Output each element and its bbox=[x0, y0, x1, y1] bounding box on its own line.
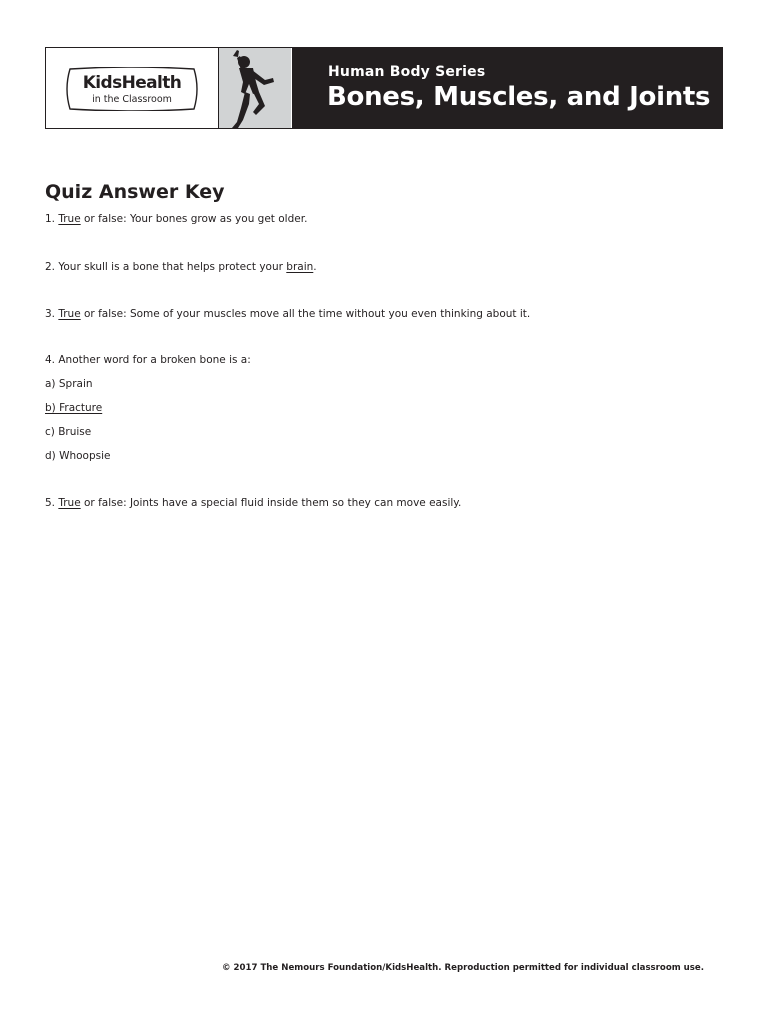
q2-end: . bbox=[313, 261, 317, 273]
q4-option-c: c) Bruise bbox=[45, 426, 92, 438]
kidshealth-logo bbox=[64, 67, 200, 111]
header-banner bbox=[45, 47, 723, 129]
q4-option-a: a) Sprain bbox=[45, 378, 93, 390]
q5-number: 5. bbox=[45, 497, 59, 509]
q4-option-b-answer: b) Fracture bbox=[45, 402, 103, 414]
q1-text: or false: Your bones grow as you get older. bbox=[80, 213, 308, 225]
q5-answer: True bbox=[58, 497, 81, 509]
page-title: Bones, Muscles, and Joints bbox=[327, 82, 711, 112]
question-5 bbox=[45, 497, 461, 509]
logo-panel bbox=[46, 48, 219, 128]
q4-option-d: d) Whoopsie bbox=[45, 450, 111, 462]
question-2 bbox=[45, 261, 317, 273]
question-4: 4. Another word for a broken bone is a: bbox=[45, 354, 251, 366]
q1-answer: True bbox=[58, 213, 81, 225]
q3-number: 3. bbox=[45, 308, 59, 320]
logo-sub-text: in the Classroom bbox=[92, 94, 172, 105]
q5-text: or false: Joints have a special fluid inside them so they can move easily. bbox=[80, 497, 462, 509]
q2-answer: brain bbox=[286, 261, 314, 273]
q2-text: 2. Your skull is a bone that helps protect your bbox=[45, 261, 287, 273]
q3-answer: True bbox=[58, 308, 81, 320]
q1-number: 1. bbox=[45, 213, 59, 225]
title-panel bbox=[292, 48, 722, 128]
kid-silhouette-icon bbox=[219, 48, 291, 128]
question-3 bbox=[45, 308, 530, 320]
logo-main-text: KidsHealth bbox=[82, 73, 182, 93]
quiz-heading: Quiz Answer Key bbox=[45, 181, 225, 203]
series-label: Human Body Series bbox=[328, 64, 486, 80]
jumping-kid-illustration bbox=[219, 48, 291, 128]
question-1 bbox=[45, 213, 307, 225]
copyright-footer: © 2017 The Nemours Foundation/KidsHealth. Reproduction permitted for individual classroom use. bbox=[221, 963, 704, 973]
q3-text: or false: Some of your muscles move all the time without you even thinking about it. bbox=[80, 308, 531, 320]
